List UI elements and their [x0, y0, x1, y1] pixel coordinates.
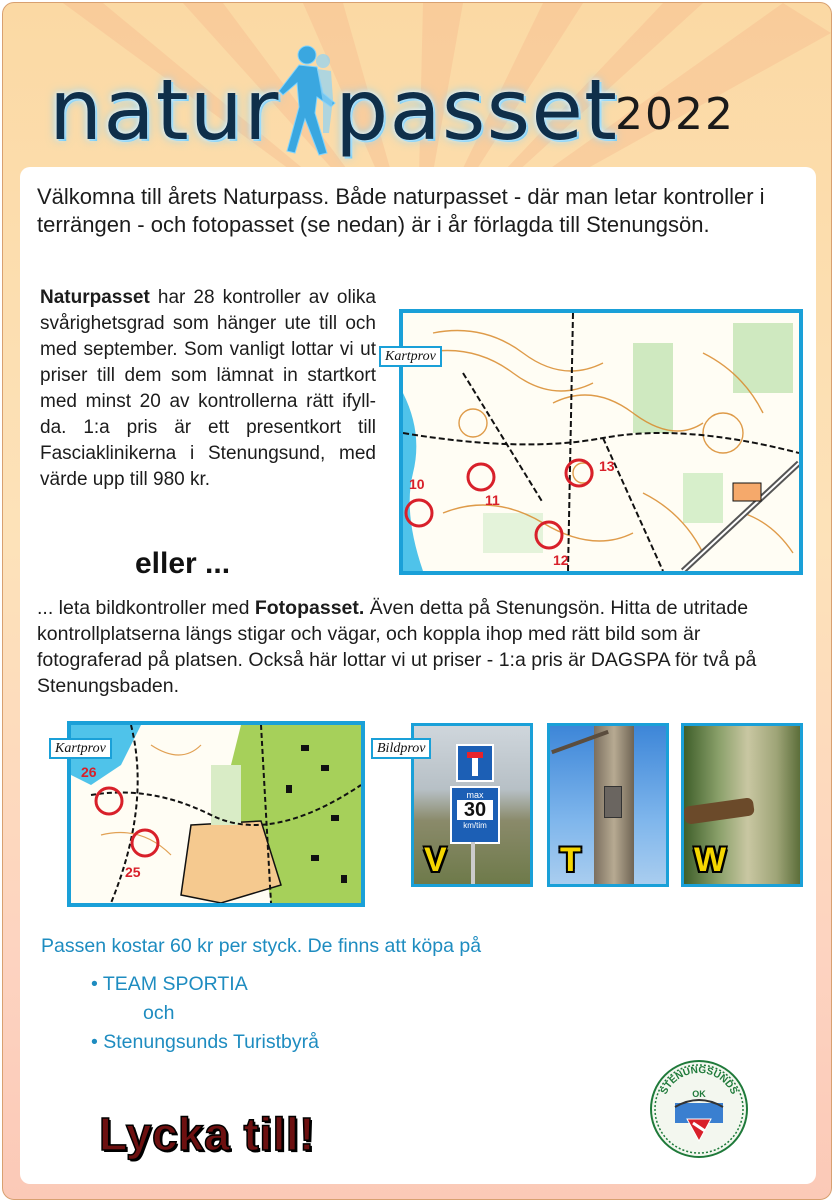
map1-control-label: 11 [485, 492, 500, 508]
speed-sign [450, 786, 500, 844]
photo-tag: Bildprov [371, 738, 431, 759]
store-och: och [143, 1002, 175, 1024]
photo-sample-t [547, 723, 669, 887]
fotopasset-body: Även detta på Stenungsön. Hitta de utritade kontrollplatserna längs stigar och vägar, och koppla ihop med rätt bild som är fotograferad på platsen. Också här lottar vi ut priser - 1:a pris är DAGSPA för två på Stenungsbaden. [37, 597, 757, 697]
fotopasset-text [37, 595, 803, 699]
logo-year: 2022 [615, 89, 735, 140]
emblem-text: STENUNGSUNDS [658, 1064, 740, 1097]
photo-letter-w: W [694, 841, 727, 879]
lycka-till-heading: Lycka till! [99, 1108, 315, 1160]
orienteering-map-1 [403, 313, 799, 571]
fotopasset-pre: ... leta bildkontroller med [37, 597, 255, 619]
store-item-1: • TEAM SPORTIA [91, 973, 248, 995]
emblem-sub: OK [692, 1089, 706, 1099]
poster [2, 2, 832, 1200]
map1-control-label: 13 [599, 458, 615, 474]
map1-control-label: 12 [553, 552, 569, 568]
logo-word-natur: natur [49, 61, 280, 159]
photo-letter-t: T [560, 841, 581, 879]
runner-icon [271, 43, 341, 161]
naturpasset-text [40, 285, 376, 493]
store-item-2: • Stenungsunds Turistbyrå [91, 1031, 319, 1053]
naturpasset-body: har 28 kontroller av olika svårighetsgrad som hänger ute till och med september. Som vanligt lottar vi ut priser till dem som lämnat in startkort med minst 20 av kontrollerna rätt ifyll-da. 1:a pris är ett presentkort till Fasciaklinikerna i Stenungsund, med värde upp till 980 kr. [40, 287, 376, 490]
price-text: Passen kostar 60 kr per styck. De finns att köpa på [41, 935, 482, 957]
naturpasset-logo [43, 51, 783, 161]
intro-text: Välkomna till årets Naturpass. Både naturpasset - där man letar kontroller i terrängen - och fotopasset (se nedan) är i år förlagda till Stenungsön. [37, 184, 765, 237]
map2-control-label: 26 [81, 764, 97, 780]
map1-tag: Kartprov [379, 346, 442, 367]
photo-letter-v: V [424, 841, 447, 879]
photo-sample-w [681, 723, 803, 887]
club-emblem [649, 1059, 749, 1159]
sign-unit: km/tim [463, 821, 487, 830]
map1-control-label: 10 [409, 476, 425, 492]
sign-speed: 30 [457, 800, 493, 820]
logo-word-passet: passet [335, 61, 618, 159]
map-sample-1 [399, 309, 803, 575]
road-sign [456, 744, 494, 782]
sign-max: max [466, 790, 484, 800]
fotopasset-heading: Fotopasset. [254, 597, 365, 619]
map2-control-label: 25 [125, 864, 141, 880]
naturpasset-heading: Naturpasset [40, 287, 150, 308]
orienteering-map-2 [71, 725, 361, 903]
map2-tag: Kartprov [49, 738, 112, 759]
eller-heading: eller ... [135, 547, 231, 580]
